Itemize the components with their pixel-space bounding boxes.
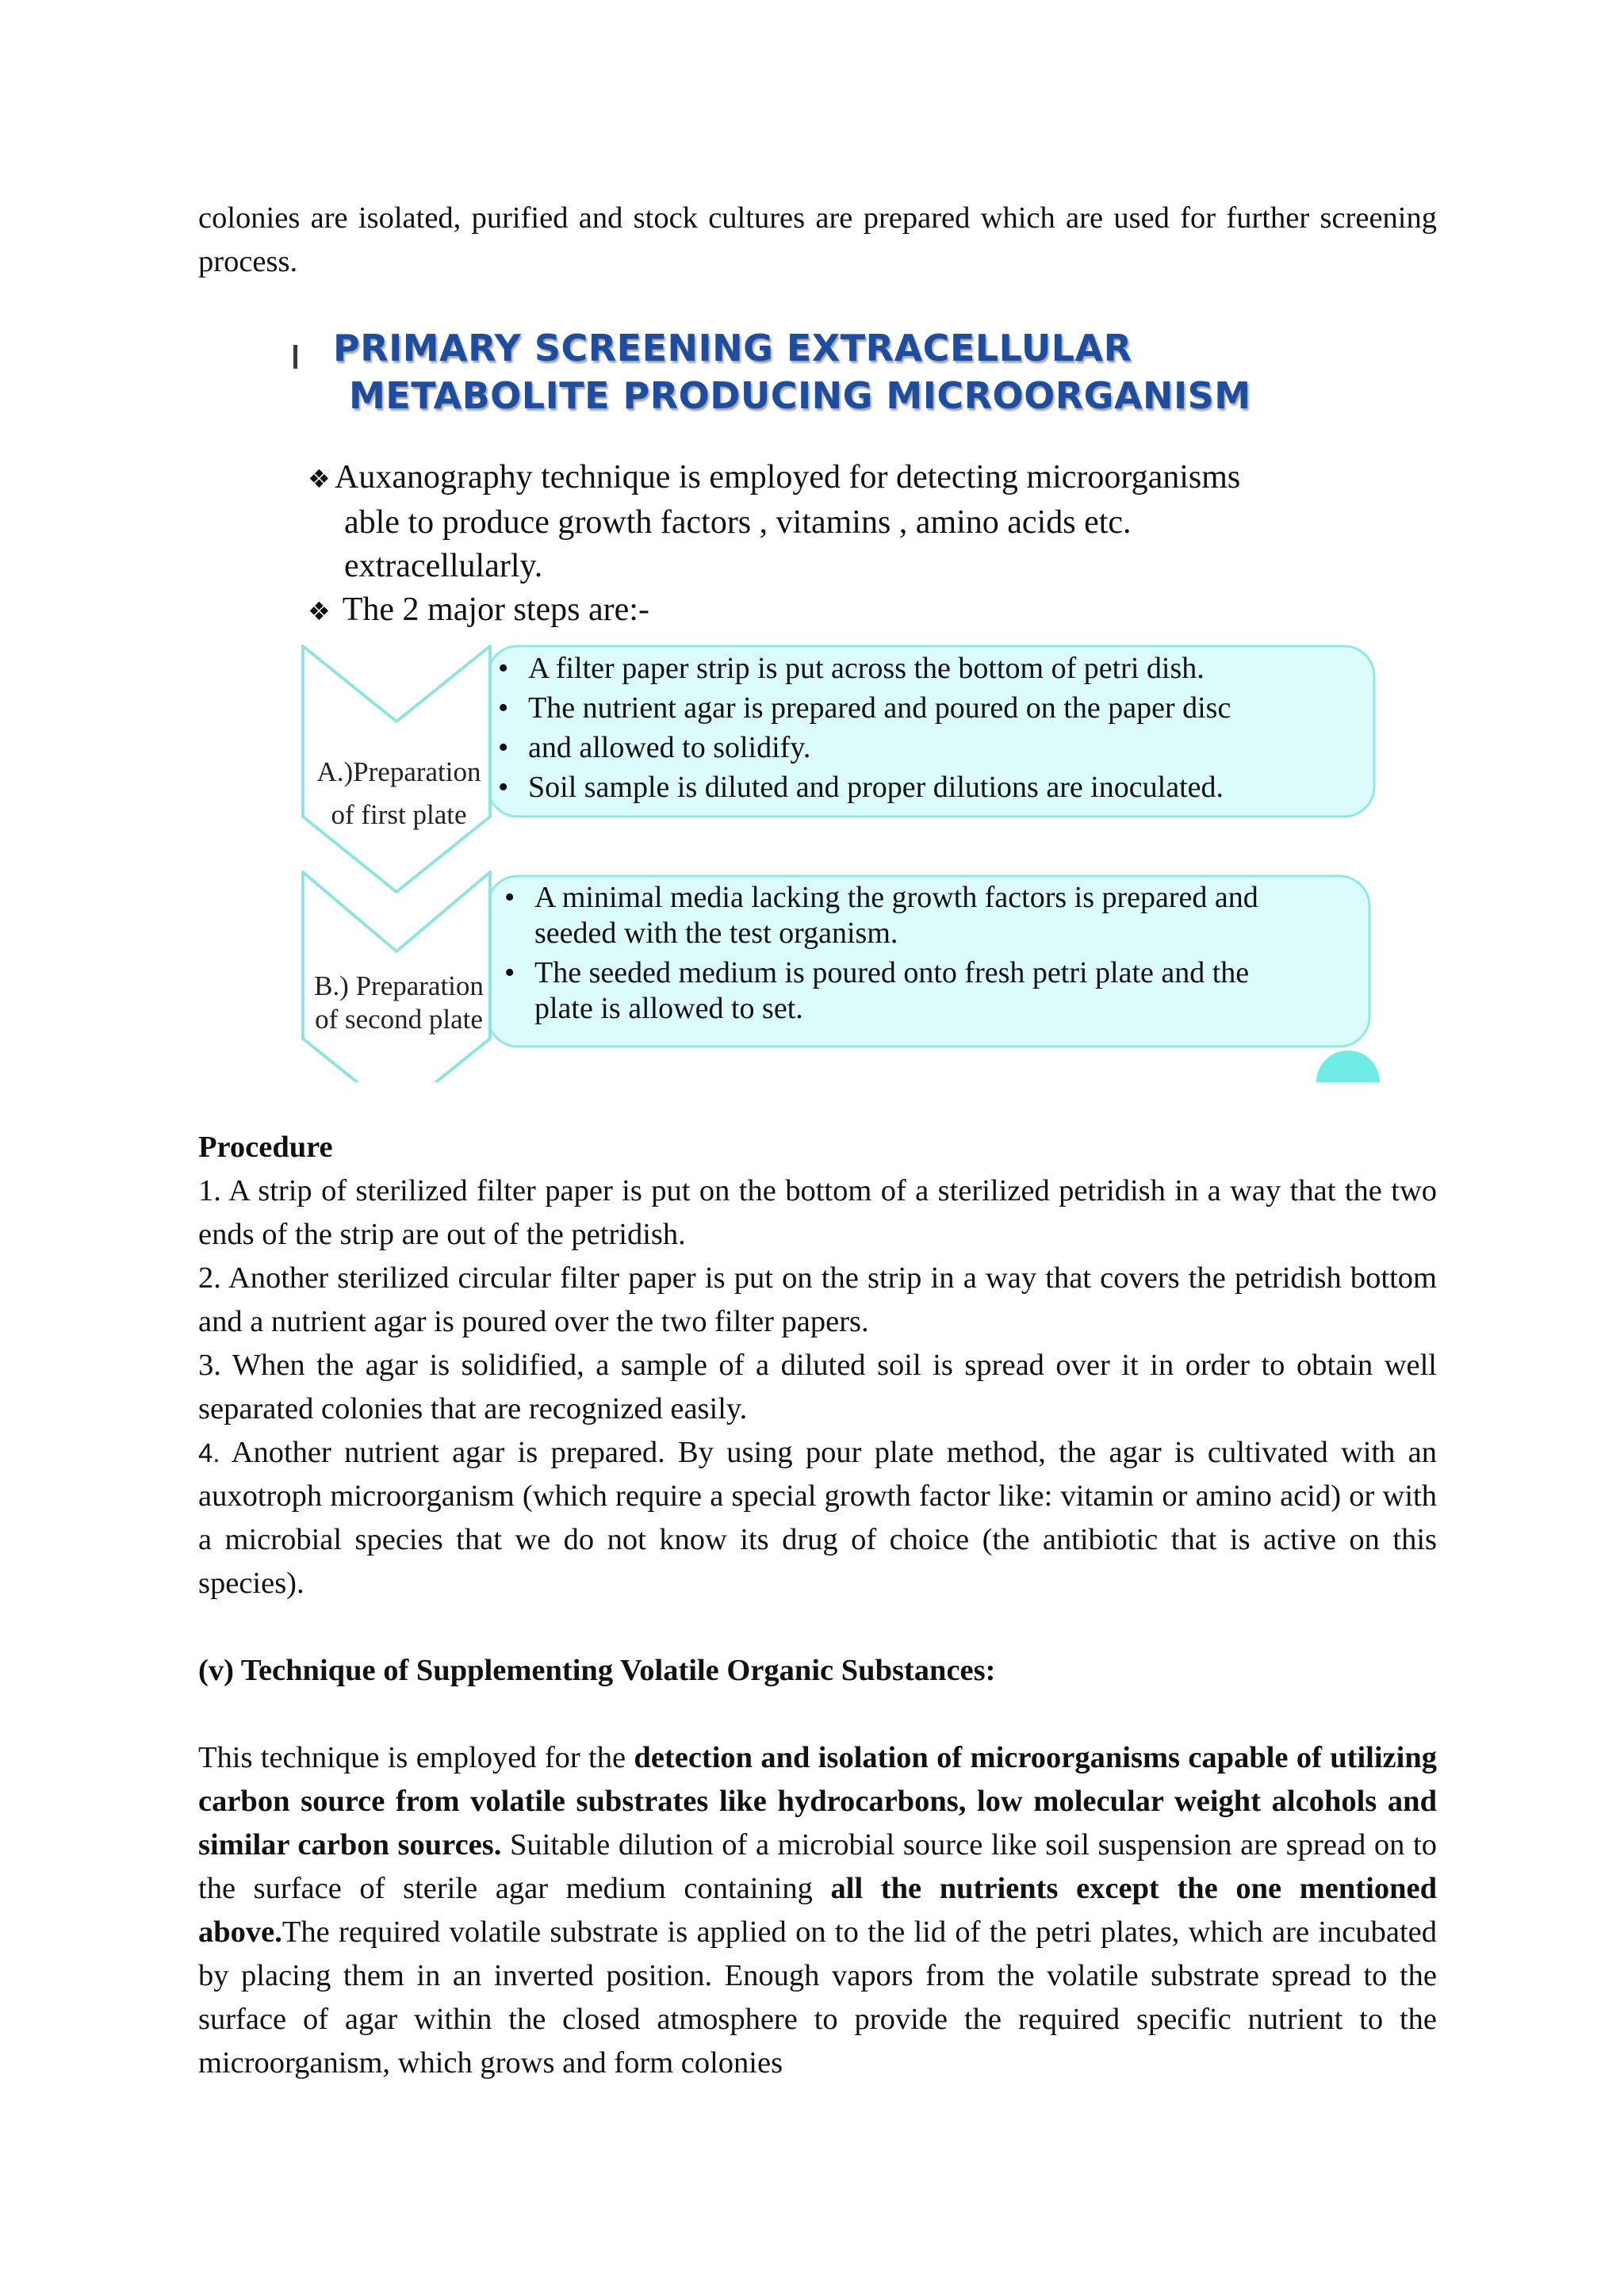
procedure-step-1: 1. A strip of sterilized filter paper is put on the bottom of a sterilized petridish in a way that the two ends of the strip are out of the petridish.	[198, 1174, 1437, 1251]
procedure-step-4: 4. Another nutrient agar is prepared. By using pour plate method, the agar is cultivated with an auxotroph microorganism (which require a special growth factor like: vitamin or amino acid) or with a microbial species that we do not know its drug of choice (the antibiotic that is active on this species).	[198, 1436, 1437, 1600]
step-b-item-1: • A minimal media lacking the growth factors is prepared and seeded with the test organism.	[504, 881, 1258, 950]
step-a-item-3: • and allowed to solidify.	[498, 731, 811, 764]
slide-title-line1: PRIMARY SCREENING EXTRACELLULAR	[333, 327, 1132, 369]
step-a-item-2: • The nutrient agar is prepared and poured on the paper disc	[498, 691, 1231, 725]
intro-text: colonies are isolated, purified and stock cultures are prepared which are used for further screening process.	[198, 201, 1437, 278]
intro-paragraph	[198, 197, 1437, 284]
step-a-item-1: • A filter paper strip is put across the bottom of petri dish.	[498, 652, 1205, 685]
decorative-circle	[1316, 1050, 1380, 1082]
slide-title-line2: METABOLITE PRODUCING MICROORGANISM	[349, 374, 1251, 417]
procedure-section	[198, 1126, 1437, 1605]
step-b-label: B.) Preparation of second plate	[314, 970, 484, 1035]
procedure-step-3: 3. When the agar is solidified, a sample of a diluted soil is spread over it in order to obtain well separated colonies that are recognized easily.	[198, 1349, 1437, 1425]
step-a-label: A.)Preparation of first plate	[316, 756, 481, 830]
section-v	[198, 1649, 1437, 2085]
slide-bullet-1: ❖ Auxanography technique is employed for detecting microorganisms able to produce growth factors , vitamins , amino acids etc. extracellularly.	[308, 459, 1241, 584]
section-v-paragraph: This technique is employed for the detection and isolation of microorganisms capable of utilizing carbon source from volatile substrates like hydrocarbons, low molecular weight alcohols and similar carbon sources. Suitable dilution of a microbial source like soil suspension are spread on to the surface of sterile agar medium containing all the nutrients except the one mentioned above.The required volatile substrate is applied on to the lid of the petri plates, which are incubated by placing them in an inverted position. Enough vapors from the volatile substrate spread to the surface of agar within the closed atmosphere to provide the required specific nutrient to the microorganism, which grows and form colonies	[198, 1741, 1437, 2080]
procedure-heading: Procedure	[198, 1131, 333, 1164]
diamond-bullet-icon: ❖	[308, 596, 331, 626]
step-a-content	[492, 649, 1364, 807]
slide-bullet-2: ❖ The 2 major steps are:-	[308, 588, 1370, 633]
auxanography-slide-figure	[293, 321, 1388, 1082]
step-b-content	[498, 880, 1362, 1027]
diamond-bullet-icon: ❖	[308, 464, 331, 494]
section-v-heading: (v) Technique of Supplementing Volatile Organic Substances:	[198, 1654, 996, 1687]
procedure-step-2: 2. Another sterilized circular filter paper is put on the strip in a way that covers the petridish bottom and a nutrient agar is poured over the two filter papers.	[198, 1261, 1437, 1338]
step-b-item-2: • The seeded medium is poured onto fresh petri plate and the plate is allowed to set.	[504, 956, 1250, 1025]
step-a-item-4: • Soil sample is diluted and proper dilutions are inoculated.	[498, 771, 1224, 804]
